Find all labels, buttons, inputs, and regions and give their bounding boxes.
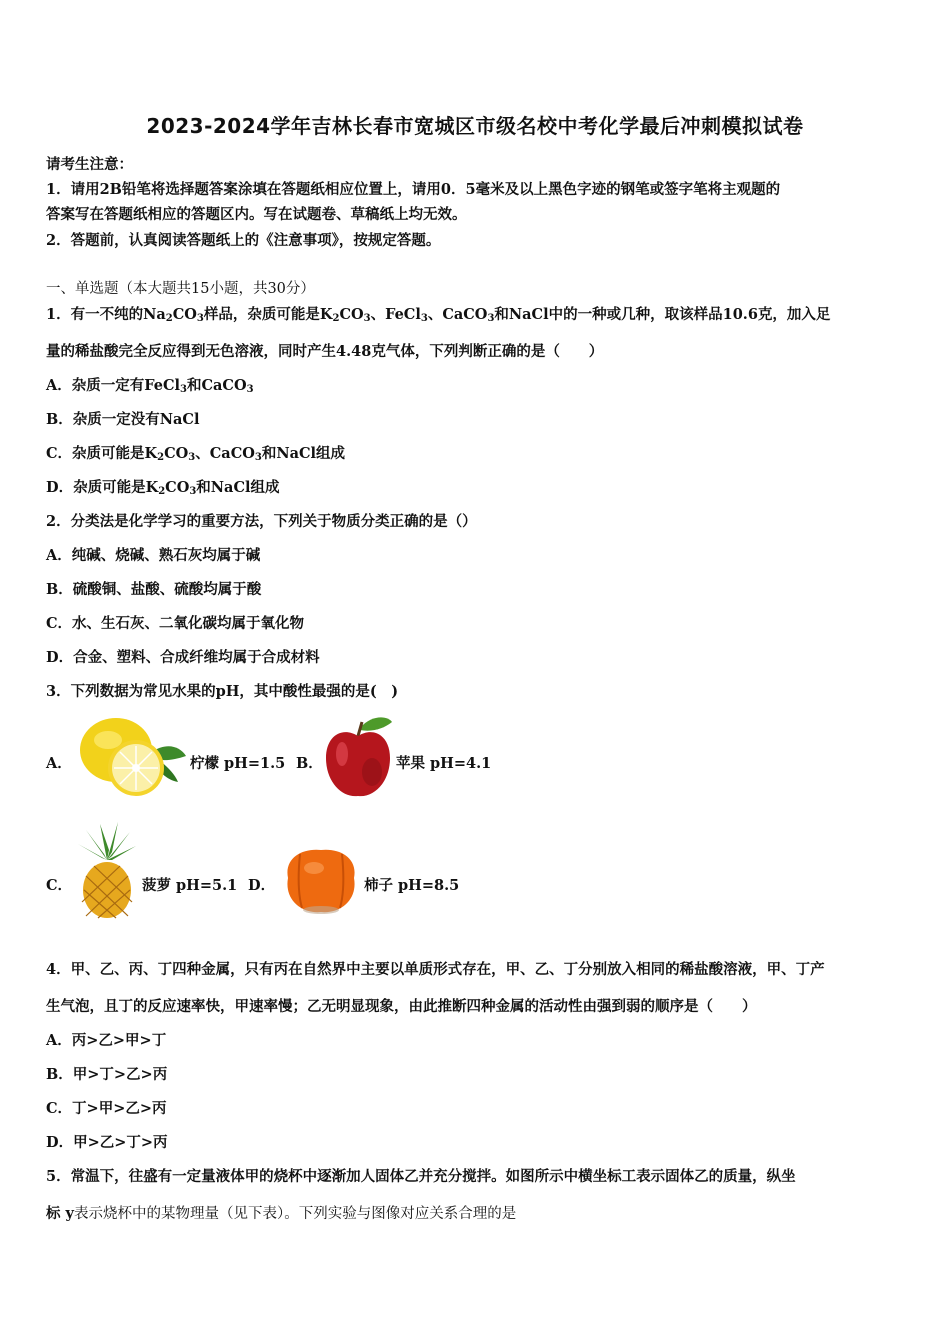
section-heading: 一、单选题（本大题共15小题，共30分）	[46, 281, 315, 297]
q4-option-b: B．甲>丁>乙>丙	[46, 1066, 168, 1083]
notice-item-1b: 答案写在答题纸相应的答题区内。写在试题卷、草稿纸上均无效。	[46, 206, 467, 223]
q1-option-b: B．杂质一定没有NaCl	[46, 411, 200, 428]
q5-stem-line1: 5．常温下，往盛有一定量液体甲的烧杯中逐渐加人固体乙并充分搅拌。如图所示中横坐标工表示固体乙的质量，纵坐	[46, 1168, 796, 1185]
q4-stem-line2: 生气泡，且丁的反应速率快，甲速率慢；乙无明显现象，由此推断四种金属的活动性由强到弱的顺序是（ ）	[46, 998, 757, 1015]
q4-stem-line1: 4．甲、乙、丙、丁四种金属，只有丙在自然界中主要以单质形式存在，甲、乙、丁分别放入相同的稀盐酸溶液，甲、丁产	[46, 961, 825, 978]
q3-option-d-label: 柿子 pH=8.5	[364, 877, 460, 894]
q4-option-a: A．丙>乙>甲>丁	[46, 1032, 167, 1049]
q2-stem: 2．分类法是化学学习的重要方法，下列关于物质分类正确的是（）	[46, 513, 477, 530]
apple-icon	[322, 712, 396, 802]
q3-option-b-letter: B．	[296, 755, 323, 772]
notice-item-2: 2．答题前，认真阅读答题纸上的《注意事项》，按规定答题。	[46, 232, 441, 249]
lemon-icon	[74, 712, 190, 802]
q4-option-d: D．甲>乙>丁>丙	[46, 1134, 168, 1151]
q1-option-a: A．杂质一定有FeCl$_3$和CaCO$_3$	[46, 377, 254, 395]
q1-option-d: D．杂质可能是$K_2CO_3$和NaCl组成	[46, 479, 280, 497]
q4-option-c: C．丁>甲>乙>丙	[46, 1100, 167, 1117]
q1-stem-line1: 1．有一不纯的$Na_2CO_3$样品，杂质可能是$K_2CO_3$、FeCl$_3$、CaCO$_3$和NaCl中的一种或几种，取该样品10.6克，加入足	[46, 306, 831, 324]
q3-stem: 3．下列数据为常见水果的pH，其中酸性最强的是( )	[46, 683, 399, 700]
q2-option-b: B．硫酸铜、盐酸、硫酸均属于酸	[46, 581, 262, 598]
persimmon-icon	[280, 844, 362, 916]
page-title: 2023-2024学年吉林长春市宽城区市级名校中考化学最后冲刺模拟试卷	[146, 114, 804, 138]
q3-option-a-letter: A．	[46, 755, 72, 772]
q2-option-c: C．水、生石灰、二氧化碳均属于氧化物	[46, 615, 305, 632]
q3-option-b-label: 苹果 pH=4.1	[396, 755, 492, 772]
q2-option-a: A．纯碱、烧碱、熟石灰均属于碱	[46, 547, 261, 564]
notice-item-1a: 1．请用2B铅笔将选择题答案涂填在答题纸相应位置上，请用0．5毫米及以上黑色字迹的钢笔或签字笔将主观题的	[46, 181, 781, 198]
q3-option-c-label: 菠萝 pH=5.1	[142, 877, 238, 894]
q1-stem-line2: 量的稀盐酸完全反应得到无色溶液，同时产生4.48克气体，下列判断正确的是（ ）	[46, 343, 604, 360]
q1-option-c: C．杂质可能是$K_2CO_3$、CaCO$_3$和NaCl组成	[46, 445, 346, 463]
q3-option-d-letter: D．	[248, 877, 276, 894]
q5-stem-line2: 标 y表示烧杯中的某物理量（见下表）。下列实验与图像对应关系合理的是	[46, 1205, 517, 1222]
pineapple-icon	[76, 820, 138, 920]
q2-option-d: D．合金、塑料、合成纤维均属于合成材料	[46, 649, 320, 666]
q3-option-a-label: 柠檬 pH=1.5	[190, 755, 286, 772]
q3-option-c-letter: C．	[46, 877, 73, 894]
notice-heading: 请考生注意：	[46, 156, 133, 173]
